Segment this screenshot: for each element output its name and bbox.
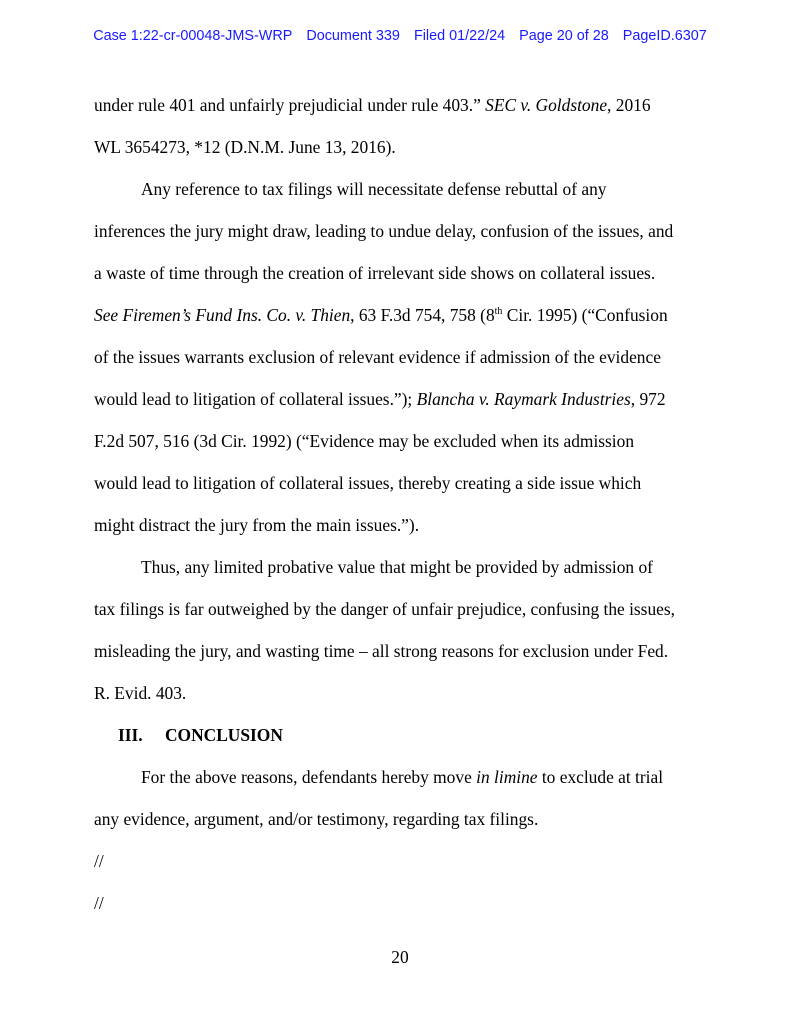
header-filed-date: Filed 01/22/24: [413, 28, 506, 44]
text-line: F.2d 507, 516 (3d Cir. 1992) (“Evidence may be excluded when its admission: [94, 431, 635, 451]
text-line: inferences the jury might draw, leading to undue delay, confusion of the issues, and: [94, 221, 674, 241]
header-case-number: Case 1:22-cr-00048-JMS-WRP: [93, 28, 293, 44]
case-citation: Blancha v. Raymark Industries: [416, 389, 631, 409]
paragraph-start: For the above reasons, defendants hereby move in limine to exclude at trial: [141, 767, 664, 787]
header-page-count: Page 20 of 28: [519, 28, 609, 44]
section-number: III.: [118, 725, 143, 745]
text-line: See Firemen’s Fund Ins. Co. v. Thien, 63 F.3d 754, 758 (8th Cir. 1995) (“Confusion: [94, 305, 668, 325]
continuation-mark: //: [94, 851, 104, 871]
document-body: [94, 91, 734, 931]
text-line: would lead to litigation of collateral issues, thereby creating a side issue which: [94, 473, 642, 493]
text-line: WL 3654273, *12 (D.N.M. June 13, 2016).: [94, 137, 396, 157]
text-line: tax filings is far outweighed by the danger of unfair prejudice, confusing the issues,: [94, 599, 675, 619]
header-document: Document 339: [306, 28, 400, 44]
section-title: CONCLUSION: [165, 725, 283, 745]
text-line: might distract the jury from the main issues.”).: [94, 515, 420, 535]
text-line: misleading the jury, and wasting time – all strong reasons for exclusion under Fed.: [94, 641, 669, 661]
text-line: any evidence, argument, and/or testimony, regarding tax filings.: [94, 809, 539, 829]
case-citation: See Firemen’s Fund Ins. Co. v. Thien: [94, 305, 351, 325]
text-line: under rule 401 and unfairly prejudicial under rule 403.” SEC v. Goldstone, 2016: [94, 95, 651, 115]
page-number: 20: [391, 947, 409, 967]
header-page-id: PageID.6307: [622, 28, 707, 44]
text-line: R. Evid. 403.: [94, 683, 187, 703]
text-line: of the issues warrants exclusion of relevant evidence if admission of the evidence: [94, 347, 661, 367]
text-line: would lead to litigation of collateral issues.”); Blancha v. Raymark Industries, 972: [94, 389, 666, 409]
latin-term: in limine: [476, 767, 538, 787]
text-line: a waste of time through the creation of irrelevant side shows on collateral issues.: [94, 263, 656, 283]
paragraph-start: Any reference to tax filings will necessitate defense rebuttal of any: [141, 179, 607, 199]
section-heading: [94, 721, 734, 763]
paragraph-start: Thus, any limited probative value that might be provided by admission of: [141, 557, 653, 577]
ecf-header: [0, 28, 800, 44]
case-citation: SEC v. Goldstone: [485, 95, 608, 115]
continuation-mark: //: [94, 893, 104, 913]
